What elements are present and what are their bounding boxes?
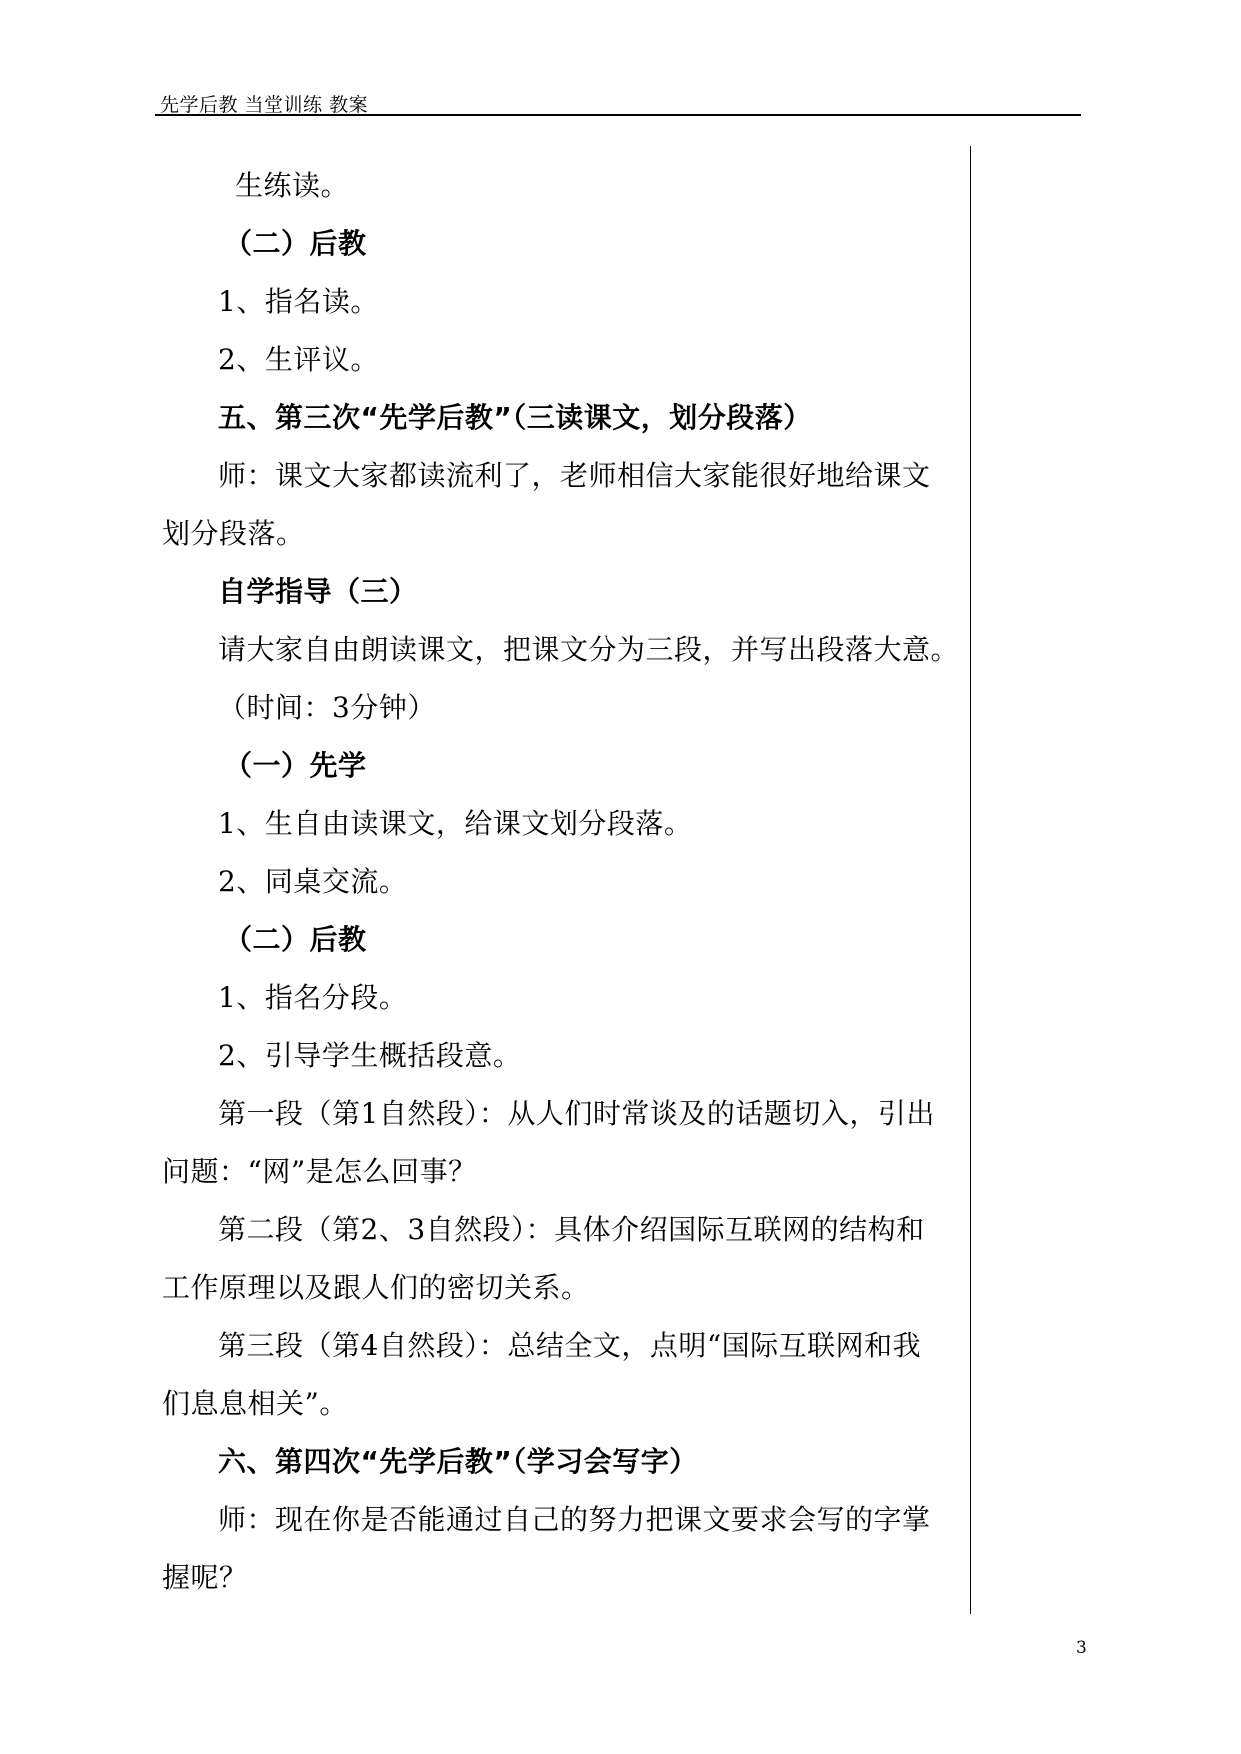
section-heading: 五、第三次“先学后教”（三读课文，划分段落） xyxy=(218,401,812,434)
section-heading: 自学指导（三） xyxy=(218,575,418,608)
list-item: 1、指名分段。 xyxy=(218,981,408,1014)
paragraph: 生练读。 xyxy=(235,169,350,202)
header-title: 先学后教 当堂训练 教案 xyxy=(160,94,369,116)
document-body xyxy=(162,157,962,1607)
list-item: 2、生评议。 xyxy=(218,343,379,376)
page-number: 3 xyxy=(1076,1638,1087,1658)
section-heading: （二）后教 xyxy=(224,923,367,956)
section-heading: 六、第四次“先学后教”（学习会写字） xyxy=(218,1445,698,1478)
list-item: 1、指名读。 xyxy=(218,285,379,318)
paragraph: 第二段（第2、3自然段）：具体介绍国际互联网的结构和 xyxy=(218,1213,925,1246)
paragraph-continuation: 划分段落。 xyxy=(162,517,305,550)
column-divider xyxy=(970,146,971,1614)
list-item: 2、同桌交流。 xyxy=(218,865,408,898)
paragraph-continuation: 工作原理以及跟人们的密切关系。 xyxy=(162,1271,590,1304)
list-item: 1、生自由读课文，给课文划分段落。 xyxy=(218,807,693,840)
section-heading: （二）后教 xyxy=(224,227,367,260)
paragraph: 师：现在你是否能通过自己的努力把课文要求会写的字掌 xyxy=(218,1503,931,1536)
header-divider xyxy=(155,114,1081,116)
paragraph-continuation: 们息息相关”。 xyxy=(162,1387,348,1420)
paragraph: （时间：3分钟） xyxy=(218,691,436,724)
paragraph: 第一段（第1自然段）：从人们时常谈及的话题切入，引出 xyxy=(218,1097,935,1130)
paragraph-continuation: 问题：“网”是怎么回事？ xyxy=(162,1155,477,1188)
paragraph: 第三段（第4自然段）：总结全文，点明“国际互联网和我 xyxy=(218,1329,922,1362)
list-item: 2、引导学生概括段意。 xyxy=(218,1039,522,1072)
section-heading: （一）先学 xyxy=(224,749,367,782)
paragraph-continuation: 握呢？ xyxy=(162,1561,248,1594)
paragraph: 师：课文大家都读流利了，老师相信大家能很好地给课文 xyxy=(218,459,931,492)
paragraph: 请大家自由朗读课文，把课文分为三段，并写出段落大意。 xyxy=(218,633,960,666)
